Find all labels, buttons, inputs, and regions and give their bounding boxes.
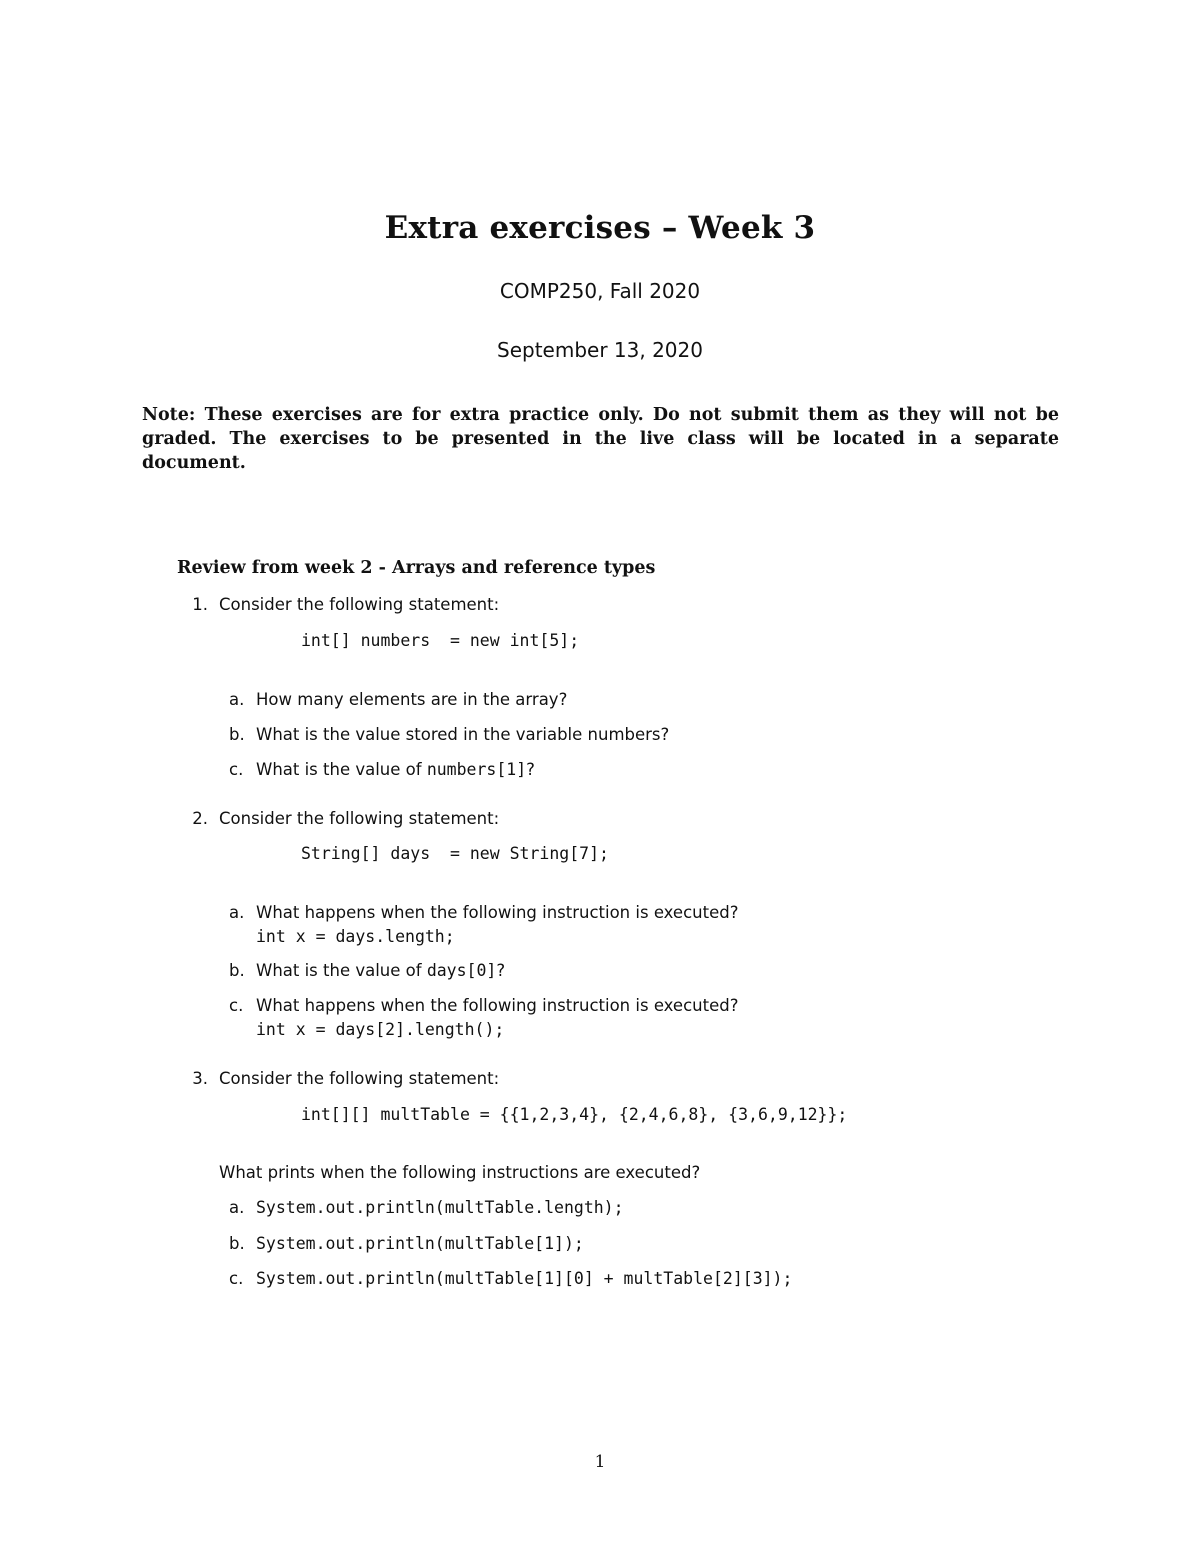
question-2a-label: a. — [229, 903, 245, 922]
question-3a-code: System.out.println(multTable.length); — [256, 1198, 624, 1217]
question-3-code: int[][] multTable = {{1,2,3,4}, {2,4,6,8}, {3,6,9,12}}; — [301, 1105, 848, 1124]
document-date: September 13, 2020 — [497, 338, 703, 362]
question-1c-text: What is the value of numbers[1]? — [256, 760, 535, 779]
question-2a-text: What happens when the following instruction is executed? — [256, 903, 739, 922]
question-1-number: 1. — [192, 595, 208, 614]
question-2b-code: days[0] — [426, 961, 497, 980]
question-3-followup: What prints when the following instructions are executed? — [219, 1163, 701, 1182]
question-2-number: 2. — [192, 809, 208, 828]
question-1-code: int[] numbers = new int[5]; — [301, 631, 580, 650]
question-1c-code: numbers[1] — [426, 760, 527, 779]
question-2-code: String[] days = new String[7]; — [301, 844, 609, 863]
question-3-number: 3. — [192, 1069, 208, 1088]
question-1a-label: a. — [229, 690, 245, 709]
question-3c-label: c. — [229, 1269, 244, 1288]
question-2c-code: int x = days[2].length(); — [256, 1020, 505, 1039]
question-3-prompt: Consider the following statement: — [219, 1069, 500, 1088]
question-2c-text: What happens when the following instruction is executed? — [256, 996, 739, 1015]
question-2c-label: c. — [229, 996, 244, 1015]
question-1c-label: c. — [229, 760, 244, 779]
question-2a-code: int x = days.length; — [256, 927, 455, 946]
question-1b-label: b. — [229, 725, 245, 744]
course-name: COMP250, Fall 2020 — [499, 279, 701, 303]
page-number: 1 — [594, 1452, 606, 1472]
question-2-prompt: Consider the following statement: — [219, 809, 500, 828]
question-2b-text: What is the value of days[0]? — [256, 961, 506, 980]
note-paragraph: Note: These exercises are for extra practice only. Do not submit them as they will not be graded. The exercises to be presented in the live class will be located in a separate document. — [142, 405, 1059, 473]
question-1b-text: What is the value stored in the variable numbers? — [256, 725, 670, 744]
document-title: Extra exercises – Week 3 — [384, 210, 816, 246]
section-heading: Review from week 2 - Arrays and reference types — [177, 558, 656, 578]
question-3a-label: a. — [229, 1198, 245, 1217]
question-3b-label: b. — [229, 1234, 245, 1253]
question-1a-text: How many elements are in the array? — [256, 690, 568, 709]
question-3b-code: System.out.println(multTable[1]); — [256, 1234, 584, 1253]
question-3c-code: System.out.println(multTable[1][0] + multTable[2][3]); — [256, 1269, 793, 1288]
question-2b-label: b. — [229, 961, 245, 980]
question-1-prompt: Consider the following statement: — [219, 595, 500, 614]
